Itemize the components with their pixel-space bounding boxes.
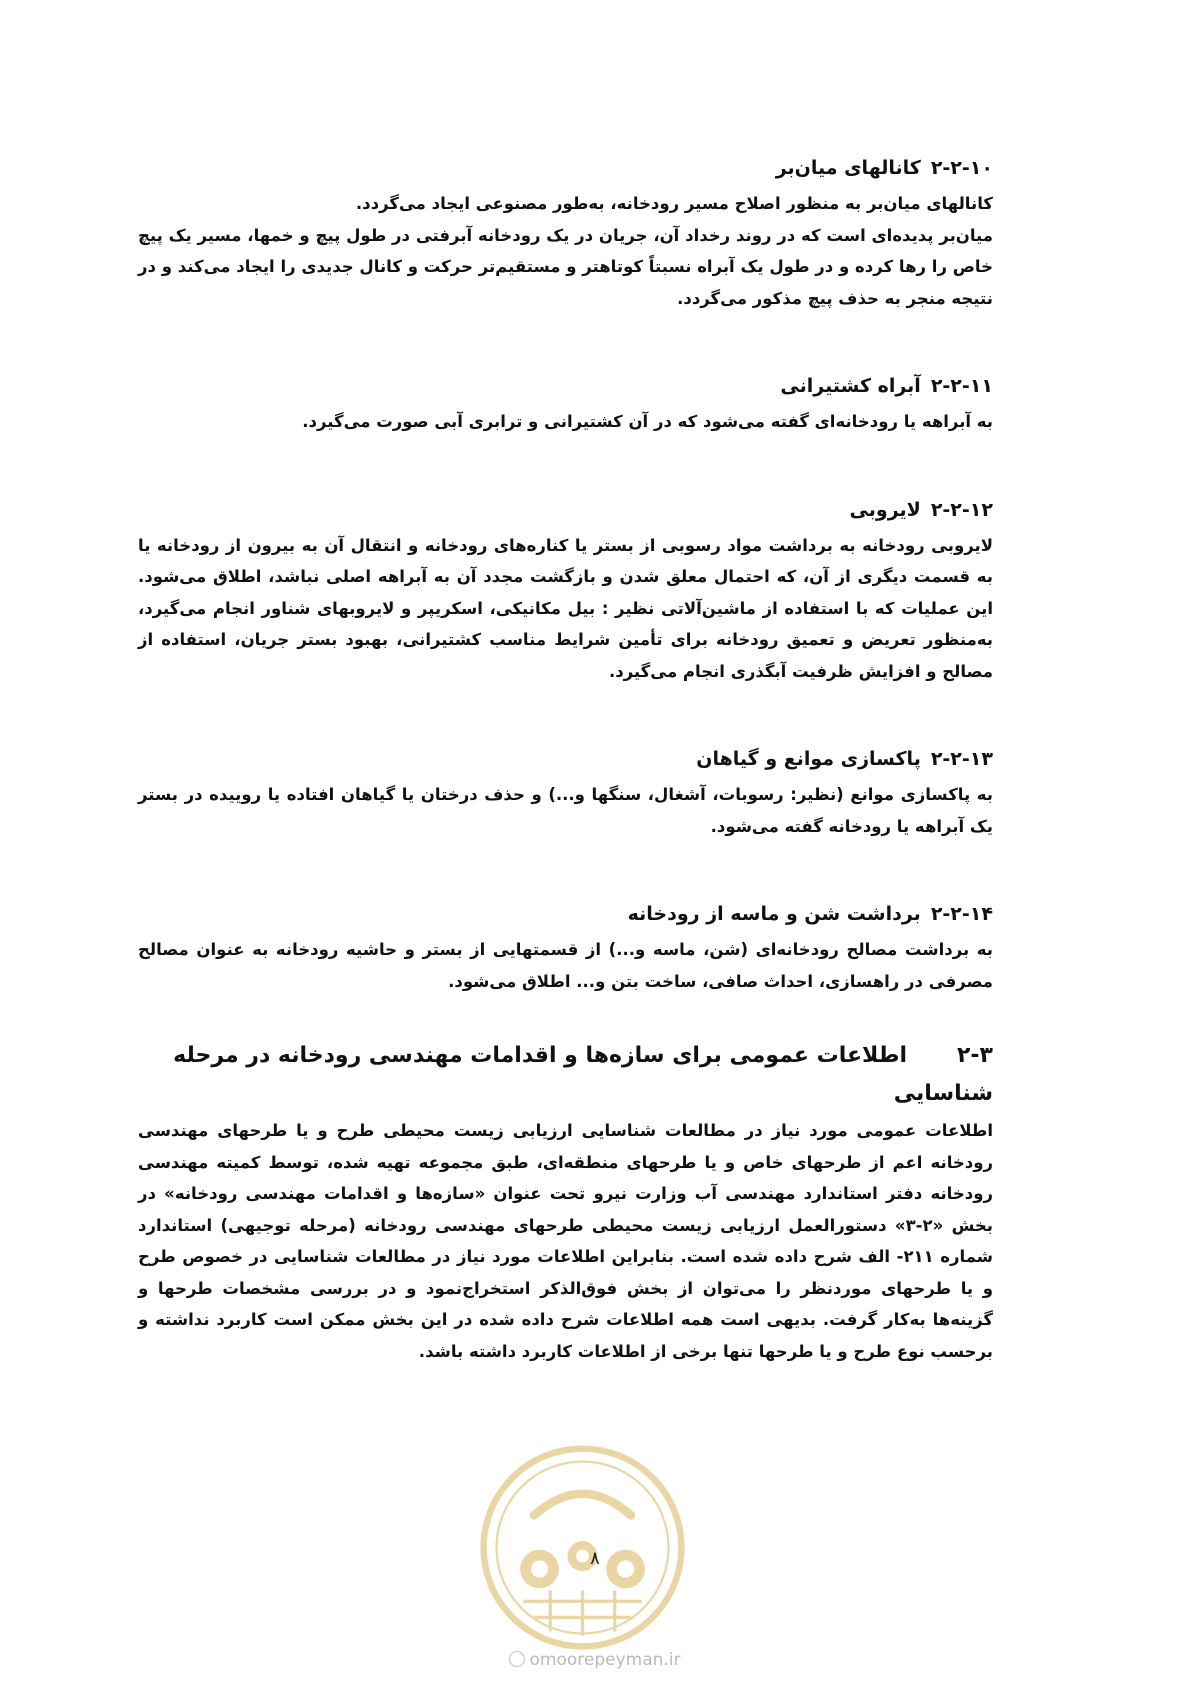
section-paragraph: میان‌بر پدیده‌ای است که در روند رخداد آن، جریان در یک رودخانه آبرفتی در طول پیچ و خمها، مسیر یک پیچ خاص را رها کرده و در طول یک آبراه نسبتاً کوتاهتر و مستقیم‌تر حرکت و کانال جدیدی را ایجاد می‌کند و در نتیجه منجر به حذف پیچ مذکور می‌گردد. bbox=[138, 225, 993, 308]
section-number: ۲-۲-۱۱ bbox=[930, 375, 993, 397]
section-title: لایروبی bbox=[849, 498, 921, 521]
grid-icon bbox=[523, 1591, 641, 1636]
section-title: آبراه کشتیرانی bbox=[780, 375, 921, 397]
page-content bbox=[138, 150, 993, 1367]
section-heading bbox=[138, 492, 993, 528]
section-paragraph: کانالهای میان‌بر به منظور اصلاح مسیر رودخانه، به‌طور مصنوعی ایجاد می‌گردد. bbox=[355, 194, 993, 213]
globe-icon bbox=[509, 1651, 525, 1667]
watermark-lettering bbox=[534, 1494, 631, 1516]
page-number: ۸ bbox=[590, 1548, 600, 1569]
main-section-heading bbox=[138, 1037, 993, 1113]
section-number: ۲-۲-۱۳ bbox=[930, 748, 993, 770]
section-2-3 bbox=[138, 1037, 993, 1367]
spacer bbox=[138, 438, 993, 492]
main-section-title: اطلاعات عمومی برای سازه‌ها و اقدامات مهندسی رودخانه در مرحله شناسایی bbox=[173, 1043, 993, 1106]
section-paragraph: به پاکسازی موانع (نظیر: رسوبات، آشغال، سنگها و...) و حذف درختان یا گیاهان افتاده یا روییده در بستر یک آبراهه یا رودخانه گفته می‌شود. bbox=[138, 785, 993, 836]
spacer bbox=[138, 687, 993, 741]
section-number: ۲-۲-۱۲ bbox=[930, 498, 993, 521]
section-number: ۲-۲-۱۰ bbox=[930, 157, 993, 179]
spacer bbox=[138, 314, 993, 368]
section-title: برداشت شن و ماسه از رودخانه bbox=[627, 903, 921, 925]
spacer bbox=[138, 997, 993, 1037]
footer-website[interactable] bbox=[0, 1650, 1190, 1670]
section-number: ۲-۲-۱۴ bbox=[930, 903, 993, 925]
section-paragraph: لایروبی رودخانه به برداشت مواد رسوبی از بستر یا کناره‌های رودخانه و انتقال آن به بیرون از رودخانه یا به قسمت دیگری از آن، که احتمال معلق شدن و بازگشت مجدد آن به آبراهه اصلی نباشد، اطلاق می‌شود. این عملیات که با استفاده از ماشین‌آلاتی نظیر : بیل مکانیکی، اسکریپر و لایروبهای شناور انجام می‌گیرد، به‌منظور تعریض و تعمیق رودخانه برای تأمین شرایط مناسب کشتیرانی، بهبود بستر جریان، استفاده از مصالح و افزایش ظرفیت آبگذری انجام می‌گیرد. bbox=[138, 535, 993, 681]
main-section-paragraph: اطلاعات عمومی مورد نیاز در مطالعات شناسایی ارزیابی زیست محیطی طرح و یا طرحهای مهندسی رودخانه اعم از طرحهای خاص و یا طرحهای منطقه‌ای، طبق مجموعه تهیه شده، توسط کمیته مهندسی رودخانه دفتر استاندارد مهندسی آب وزارت نیرو تحت عنوان «سازه‌ها و اقدامات مهندسی رودخانه» در بخش «۲-۳» دستورالعمل ارزیابی زیست محیطی طرحهای مهندسی رودخانه (مرحله توجیهی) استاندارد شماره ۲۱۱- الف شرح داده شده است. بنابراین اطلاعات مورد نیاز در مطالعات شناسایی در خصوص طرح و یا طرحهای موردنظر را می‌توان از بخش فوق‌الذکر استخراج‌نمود و در بررسی مشخصات طرحها و گزینه‌ها به‌کار گرفت. بدیهی است همه اطلاعات شرح داده شده در این بخش ممکن است کاربرد نداشته و برحسب نوع طرح و یا طرحها تنها برخی از اطلاعات کاربرد داشته باشد. bbox=[138, 1121, 993, 1361]
section-paragraph: به برداشت مصالح رودخانه‌ای (شن، ماسه و...) از قسمتهایی از بستر و حاشیه رودخانه به عنوان مصالح مصرفی در راهسازی، احداث صافی، ساخت بتن و... اطلاق می‌شود. bbox=[138, 940, 993, 991]
section-heading bbox=[138, 896, 993, 932]
section-2-2-11 bbox=[138, 368, 993, 438]
section-heading bbox=[138, 741, 993, 777]
section-title: پاکسازی موانع و گیاهان bbox=[696, 748, 921, 770]
main-section-number: ۲-۳ bbox=[957, 1043, 993, 1068]
section-2-2-14 bbox=[138, 896, 993, 997]
footer-website-text: omoorepeyman.ir bbox=[529, 1650, 681, 1670]
section-2-2-12 bbox=[138, 492, 993, 688]
section-heading bbox=[138, 150, 993, 186]
section-2-2-13 bbox=[138, 741, 993, 842]
spacer bbox=[138, 842, 993, 896]
section-2-2-10 bbox=[138, 150, 993, 314]
section-heading bbox=[138, 368, 993, 404]
section-paragraph: به آبراهه یا رودخانه‌ای گفته می‌شود که در آن کشتیرانی و ترابری آبی صورت می‌گیرد. bbox=[302, 412, 993, 431]
section-title: کانالهای میان‌بر bbox=[775, 157, 921, 179]
